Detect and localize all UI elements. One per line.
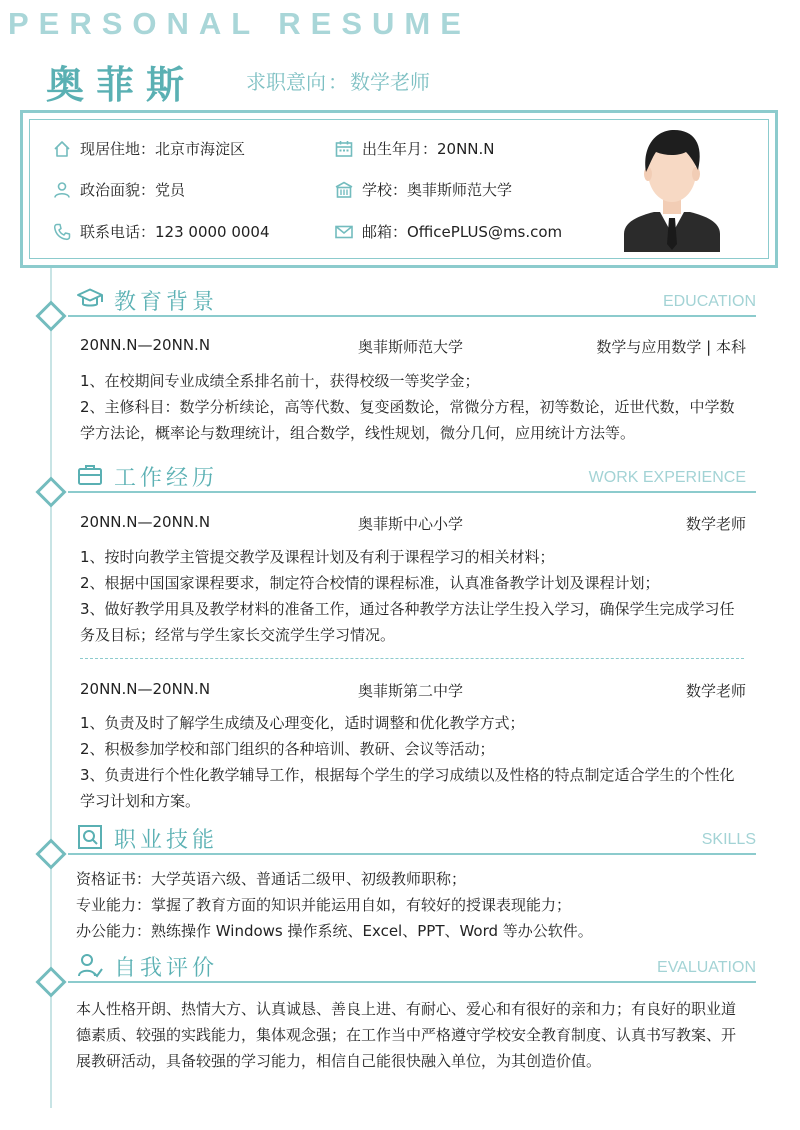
school-building-icon <box>334 180 354 200</box>
education-detail-item: 1、在校期间专业成绩全系排名前十，获得校级一等奖学金； <box>80 372 480 390</box>
education-title: 教育背景 <box>114 290 219 315</box>
evaluation-title-en: EVALUATION <box>657 959 756 976</box>
work-job-details <box>80 544 748 648</box>
skills-title: 职业技能 <box>114 828 219 853</box>
work-job-role: 数学老师 <box>685 682 746 700</box>
education-major: 数学与应用数学 | 本科 <box>596 338 746 356</box>
work-job-period: 20NN.N—20NN.N <box>80 513 211 531</box>
evaluation-divider <box>68 981 756 983</box>
person-icon <box>52 180 72 200</box>
info-politics <box>52 179 185 200</box>
work-job-detail-item: 3、负责进行个性化教学辅导工作，根据每个学生的学习成绩以及性格的特点制定适合学生的个性化学习计划和方案。 <box>80 766 735 810</box>
resume-title-en: PERSONAL RESUME <box>8 6 471 41</box>
skill-item: 专业能力：掌握了教育方面的知识并能运用自如，有较好的授课表现能力； <box>76 896 572 914</box>
evaluation-text: 本人性格开朗、热情大方、认真诚恳、善良上进、有耐心、爱心和有很好的亲和力；有良好的职业道德素质、较强的实践能力，集体观念强；在工作当中严格遵守学校安全教育制度、认真书写教案、开展教研活动，具备较强的学习能力，相信自己能很快融入单位，为其创造价值。 <box>76 1000 737 1070</box>
education-row <box>80 336 746 358</box>
home-icon <box>52 139 72 159</box>
mail-icon <box>334 222 354 242</box>
education-timeline-marker <box>35 300 66 331</box>
education-divider <box>68 315 756 317</box>
education-school: 奥菲斯师范大学 <box>358 338 464 356</box>
skills-timeline-marker <box>35 838 66 869</box>
education-detail-item: 2、主修科目：数学分析续论，高等代数、复变函数论，常微分方程，初等数论，近世代数，中学数学方法论，概率论与数理统计，组合数学，线性规划，微分几何，应用统计方法等。 <box>80 398 735 442</box>
skills-search-icon <box>76 823 104 851</box>
education-title-en: EDUCATION <box>662 293 756 310</box>
candidate-name: 奥菲斯 <box>46 63 197 107</box>
info-address <box>52 138 245 159</box>
info-birth-text: 出生年月：20NN.N <box>362 140 495 158</box>
work-job-org: 奥菲斯中心小学 <box>358 515 464 533</box>
education-details <box>80 368 748 446</box>
work-job-detail-item: 2、根据中国国家课程要求，制定符合校情的课程标准，认真准备教学计划及课程计划； <box>80 574 660 592</box>
info-school <box>334 179 512 200</box>
graduation-cap-icon <box>76 285 104 313</box>
work-job-row <box>80 513 746 535</box>
work-divider <box>68 491 756 493</box>
skills-title-en: SKILLS <box>701 831 756 848</box>
profile-avatar <box>622 122 722 252</box>
calendar-icon <box>334 139 354 159</box>
work-job-detail-item: 1、按时向教学主管提交教学及课程计划及有利于课程学习的相关材料； <box>80 548 555 566</box>
job-objective-separator: ： <box>328 70 348 94</box>
info-phone <box>52 221 270 242</box>
phone-icon <box>52 222 72 242</box>
job-separator <box>80 658 744 659</box>
info-school-text: 学校：奥菲斯师范大学 <box>362 181 513 199</box>
job-objective <box>246 66 430 95</box>
education-period: 20NN.N—20NN.N <box>80 336 211 354</box>
info-phone-text: 联系电话：123 0000 0004 <box>80 223 270 241</box>
info-politics-text: 政治面貌：党员 <box>80 181 186 199</box>
briefcase-icon <box>76 461 104 489</box>
info-address-text: 现居住地：北京市海淀区 <box>80 140 246 158</box>
skill-item: 资格证书：大学英语六级、普通话二级甲、初级教师职称； <box>76 870 467 888</box>
job-objective-value: 数学老师 <box>350 70 430 94</box>
evaluation-title: 自我评价 <box>114 956 219 981</box>
work-timeline-marker <box>35 476 66 507</box>
work-job-detail-item: 1、负责及时了解学生成绩及心理变化，适时调整和优化教学方式； <box>80 714 525 732</box>
self-evaluation-icon <box>76 951 104 979</box>
work-job-details <box>80 710 748 814</box>
skill-item: 办公能力：熟练操作 Windows 操作系统、Excel、PPT、Word 等办公软件。 <box>76 922 593 940</box>
info-birth <box>334 138 495 159</box>
work-title-en: WORK EXPERIENCE <box>588 469 746 486</box>
info-email-text: 邮箱：OfficePLUS@ms.com <box>362 223 563 241</box>
job-objective-label: 求职意向 <box>246 70 326 94</box>
work-job-role: 数学老师 <box>685 515 746 533</box>
work-job-detail-item: 2、积极参加学校和部门组织的各种培训、教研、会议等活动； <box>80 740 495 758</box>
work-title: 工作经历 <box>114 466 219 491</box>
evaluation-timeline-marker <box>35 966 66 997</box>
work-job-org: 奥菲斯第二中学 <box>358 682 464 700</box>
work-job-row <box>80 680 746 702</box>
skills-divider <box>68 853 756 855</box>
work-job-detail-item: 3、做好教学用具及教学材料的准备工作，通过各种教学方法让学生投入学习，确保学生完成学习任务及目标；经常与学生家长交流学生学习情况。 <box>80 600 735 644</box>
skills-list <box>76 866 748 944</box>
info-email <box>334 221 562 242</box>
work-job-period: 20NN.N—20NN.N <box>80 680 211 698</box>
